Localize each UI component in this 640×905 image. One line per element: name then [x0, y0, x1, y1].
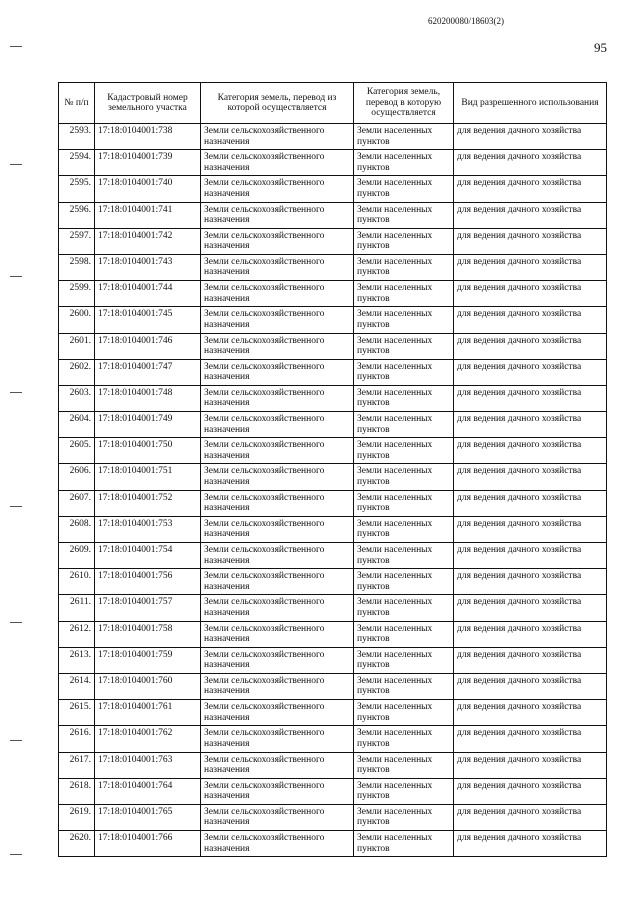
cadastral-number: 17:18:0104001:748	[95, 385, 201, 411]
table-row	[59, 804, 607, 830]
category-to: Земли населенных пунктов	[354, 595, 454, 621]
table-header-row	[59, 83, 607, 124]
permitted-use: для ведения дачного хозяйства	[454, 673, 607, 699]
permitted-use: для ведения дачного хозяйства	[454, 647, 607, 673]
row-number: 2609.	[59, 543, 95, 569]
row-number: 2617.	[59, 752, 95, 778]
cadastral-number: 17:18:0104001:752	[95, 490, 201, 516]
permitted-use: для ведения дачного хозяйства	[454, 176, 607, 202]
category-to: Земли населенных пунктов	[354, 700, 454, 726]
category-from: Земли сельскохозяйственного назначения	[201, 333, 354, 359]
row-number: 2618.	[59, 778, 95, 804]
table-row	[59, 621, 607, 647]
table-row	[59, 359, 607, 385]
category-from: Земли сельскохозяйственного назначения	[201, 752, 354, 778]
table-row	[59, 647, 607, 673]
row-number: 2606.	[59, 464, 95, 490]
cadastral-number: 17:18:0104001:739	[95, 150, 201, 176]
category-to: Земли населенных пунктов	[354, 673, 454, 699]
category-to: Земли населенных пунктов	[354, 202, 454, 228]
category-from: Земли сельскохозяйственного назначения	[201, 412, 354, 438]
category-from: Земли сельскохозяйственного назначения	[201, 307, 354, 333]
cadastral-number: 17:18:0104001:762	[95, 726, 201, 752]
category-to: Земли населенных пунктов	[354, 726, 454, 752]
cadastral-number: 17:18:0104001:738	[95, 124, 201, 150]
category-to: Земли населенных пунктов	[354, 464, 454, 490]
column-header-category-from: Категория земель, перевод из которой осуществляется	[201, 83, 354, 124]
cadastral-number: 17:18:0104001:749	[95, 412, 201, 438]
table-row	[59, 752, 607, 778]
row-number: 2602.	[59, 359, 95, 385]
category-to: Земли населенных пунктов	[354, 516, 454, 542]
permitted-use: для ведения дачного хозяйства	[454, 464, 607, 490]
margin-mark	[10, 276, 22, 279]
category-from: Земли сельскохозяйственного назначения	[201, 490, 354, 516]
cadastral-number: 17:18:0104001:746	[95, 333, 201, 359]
table-row	[59, 700, 607, 726]
category-from: Земли сельскохозяйственного назначения	[201, 359, 354, 385]
category-to: Земли населенных пунктов	[354, 228, 454, 254]
cadastral-number: 17:18:0104001:758	[95, 621, 201, 647]
row-number: 2600.	[59, 307, 95, 333]
permitted-use: для ведения дачного хозяйства	[454, 543, 607, 569]
cadastral-number: 17:18:0104001:751	[95, 464, 201, 490]
category-to: Земли населенных пунктов	[354, 831, 454, 857]
permitted-use: для ведения дачного хозяйства	[454, 150, 607, 176]
permitted-use: для ведения дачного хозяйства	[454, 621, 607, 647]
permitted-use: для ведения дачного хозяйства	[454, 333, 607, 359]
row-number: 2597.	[59, 228, 95, 254]
row-number: 2613.	[59, 647, 95, 673]
cadastral-number: 17:18:0104001:759	[95, 647, 201, 673]
table-row	[59, 254, 607, 280]
permitted-use: для ведения дачного хозяйства	[454, 778, 607, 804]
category-from: Земли сельскохозяйственного назначения	[201, 621, 354, 647]
table-row	[59, 438, 607, 464]
table-row	[59, 673, 607, 699]
cadastral-number: 17:18:0104001:756	[95, 569, 201, 595]
permitted-use: для ведения дачного хозяйства	[454, 359, 607, 385]
permitted-use: для ведения дачного хозяйства	[454, 254, 607, 280]
table-row	[59, 307, 607, 333]
table-row	[59, 831, 607, 857]
permitted-use: для ведения дачного хозяйства	[454, 124, 607, 150]
table-row	[59, 778, 607, 804]
row-number: 2601.	[59, 333, 95, 359]
permitted-use: для ведения дачного хозяйства	[454, 490, 607, 516]
cadastral-number: 17:18:0104001:745	[95, 307, 201, 333]
category-from: Земли сельскохозяйственного назначения	[201, 385, 354, 411]
permitted-use: для ведения дачного хозяйства	[454, 752, 607, 778]
permitted-use: для ведения дачного хозяйства	[454, 831, 607, 857]
table-row	[59, 595, 607, 621]
category-to: Земли населенных пунктов	[354, 752, 454, 778]
table-row	[59, 124, 607, 150]
category-from: Земли сельскохозяйственного назначения	[201, 726, 354, 752]
page-number: 95	[594, 40, 607, 55]
row-number: 2603.	[59, 385, 95, 411]
permitted-use: для ведения дачного хозяйства	[454, 726, 607, 752]
table-row	[59, 726, 607, 752]
permitted-use: для ведения дачного хозяйства	[454, 804, 607, 830]
cadastral-number: 17:18:0104001:760	[95, 673, 201, 699]
row-number: 2595.	[59, 176, 95, 202]
category-from: Земли сельскохозяйственного назначения	[201, 700, 354, 726]
document-number: 620200080/18603(2)	[428, 16, 504, 26]
category-to: Земли населенных пунктов	[354, 307, 454, 333]
category-to: Земли населенных пунктов	[354, 569, 454, 595]
column-header-category-to: Категория земель, перевод в которую осуществляется	[354, 83, 454, 124]
column-header-permitted-use: Вид разрешенного использования	[454, 83, 607, 124]
table-row	[59, 569, 607, 595]
row-number: 2604.	[59, 412, 95, 438]
category-to: Земли населенных пунктов	[354, 333, 454, 359]
category-from: Земли сельскохозяйственного назначения	[201, 647, 354, 673]
table-row	[59, 385, 607, 411]
margin-mark	[10, 392, 22, 395]
row-number: 2593.	[59, 124, 95, 150]
row-number: 2605.	[59, 438, 95, 464]
category-from: Земли сельскохозяйственного назначения	[201, 124, 354, 150]
row-number: 2610.	[59, 569, 95, 595]
margin-mark	[10, 740, 22, 743]
column-header-number: № п/п	[59, 83, 95, 124]
category-to: Земли населенных пунктов	[354, 176, 454, 202]
row-number: 2611.	[59, 595, 95, 621]
cadastral-number: 17:18:0104001:765	[95, 804, 201, 830]
permitted-use: для ведения дачного хозяйства	[454, 228, 607, 254]
category-from: Земли сельскохозяйственного назначения	[201, 804, 354, 830]
row-number: 2608.	[59, 516, 95, 542]
category-to: Земли населенных пунктов	[354, 412, 454, 438]
category-to: Земли населенных пунктов	[354, 804, 454, 830]
margin-mark	[10, 622, 22, 625]
permitted-use: для ведения дачного хозяйства	[454, 700, 607, 726]
cadastral-number: 17:18:0104001:763	[95, 752, 201, 778]
table-row	[59, 464, 607, 490]
category-from: Земли сельскохозяйственного назначения	[201, 831, 354, 857]
permitted-use: для ведения дачного хозяйства	[454, 412, 607, 438]
category-from: Земли сельскохозяйственного назначения	[201, 438, 354, 464]
row-number: 2607.	[59, 490, 95, 516]
category-to: Земли населенных пунктов	[354, 438, 454, 464]
category-from: Земли сельскохозяйственного назначения	[201, 228, 354, 254]
cadastral-number: 17:18:0104001:742	[95, 228, 201, 254]
table-row	[59, 150, 607, 176]
category-from: Земли сельскохозяйственного назначения	[201, 281, 354, 307]
category-to: Земли населенных пунктов	[354, 150, 454, 176]
land-registry-table	[58, 82, 607, 857]
cadastral-number: 17:18:0104001:753	[95, 516, 201, 542]
cadastral-number: 17:18:0104001:743	[95, 254, 201, 280]
table-row	[59, 333, 607, 359]
row-number: 2614.	[59, 673, 95, 699]
cadastral-number: 17:18:0104001:744	[95, 281, 201, 307]
cadastral-number: 17:18:0104001:750	[95, 438, 201, 464]
category-from: Земли сельскохозяйственного назначения	[201, 254, 354, 280]
table-row	[59, 176, 607, 202]
row-number: 2612.	[59, 621, 95, 647]
margin-mark	[10, 46, 22, 49]
row-number: 2619.	[59, 804, 95, 830]
category-to: Земли населенных пунктов	[354, 621, 454, 647]
table-row	[59, 412, 607, 438]
category-from: Земли сельскохозяйственного назначения	[201, 202, 354, 228]
cadastral-number: 17:18:0104001:754	[95, 543, 201, 569]
row-number: 2599.	[59, 281, 95, 307]
permitted-use: для ведения дачного хозяйства	[454, 385, 607, 411]
row-number: 2596.	[59, 202, 95, 228]
category-to: Земли населенных пунктов	[354, 281, 454, 307]
margin-mark	[10, 506, 22, 509]
category-from: Земли сельскохозяйственного назначения	[201, 595, 354, 621]
table-row	[59, 516, 607, 542]
row-number: 2616.	[59, 726, 95, 752]
cadastral-number: 17:18:0104001:761	[95, 700, 201, 726]
table-row	[59, 228, 607, 254]
row-number: 2620.	[59, 831, 95, 857]
category-to: Земли населенных пунктов	[354, 778, 454, 804]
cadastral-number: 17:18:0104001:766	[95, 831, 201, 857]
cadastral-number: 17:18:0104001:764	[95, 778, 201, 804]
cadastral-number: 17:18:0104001:757	[95, 595, 201, 621]
cadastral-number: 17:18:0104001:740	[95, 176, 201, 202]
permitted-use: для ведения дачного хозяйства	[454, 281, 607, 307]
margin-mark	[10, 854, 22, 857]
permitted-use: для ведения дачного хозяйства	[454, 595, 607, 621]
category-from: Земли сельскохозяйственного назначения	[201, 569, 354, 595]
row-number: 2598.	[59, 254, 95, 280]
category-from: Земли сельскохозяйственного назначения	[201, 543, 354, 569]
category-from: Земли сельскохозяйственного назначения	[201, 673, 354, 699]
permitted-use: для ведения дачного хозяйства	[454, 438, 607, 464]
permitted-use: для ведения дачного хозяйства	[454, 307, 607, 333]
permitted-use: для ведения дачного хозяйства	[454, 569, 607, 595]
row-number: 2594.	[59, 150, 95, 176]
margin-mark	[10, 164, 22, 167]
category-to: Земли населенных пунктов	[354, 359, 454, 385]
cadastral-number: 17:18:0104001:747	[95, 359, 201, 385]
table-row	[59, 490, 607, 516]
category-to: Земли населенных пунктов	[354, 543, 454, 569]
table-row	[59, 543, 607, 569]
category-to: Земли населенных пунктов	[354, 647, 454, 673]
cadastral-number: 17:18:0104001:741	[95, 202, 201, 228]
category-to: Земли населенных пунктов	[354, 385, 454, 411]
category-from: Земли сельскохозяйственного назначения	[201, 778, 354, 804]
category-to: Земли населенных пунктов	[354, 124, 454, 150]
column-header-cadastral-number: Кадастровый номер земельного участка	[95, 83, 201, 124]
category-to: Земли населенных пунктов	[354, 490, 454, 516]
row-number: 2615.	[59, 700, 95, 726]
category-to: Земли населенных пунктов	[354, 254, 454, 280]
category-from: Земли сельскохозяйственного назначения	[201, 464, 354, 490]
category-from: Земли сельскохозяйственного назначения	[201, 516, 354, 542]
table-row	[59, 202, 607, 228]
permitted-use: для ведения дачного хозяйства	[454, 516, 607, 542]
category-from: Земли сельскохозяйственного назначения	[201, 150, 354, 176]
category-from: Земли сельскохозяйственного назначения	[201, 176, 354, 202]
permitted-use: для ведения дачного хозяйства	[454, 202, 607, 228]
table-row	[59, 281, 607, 307]
